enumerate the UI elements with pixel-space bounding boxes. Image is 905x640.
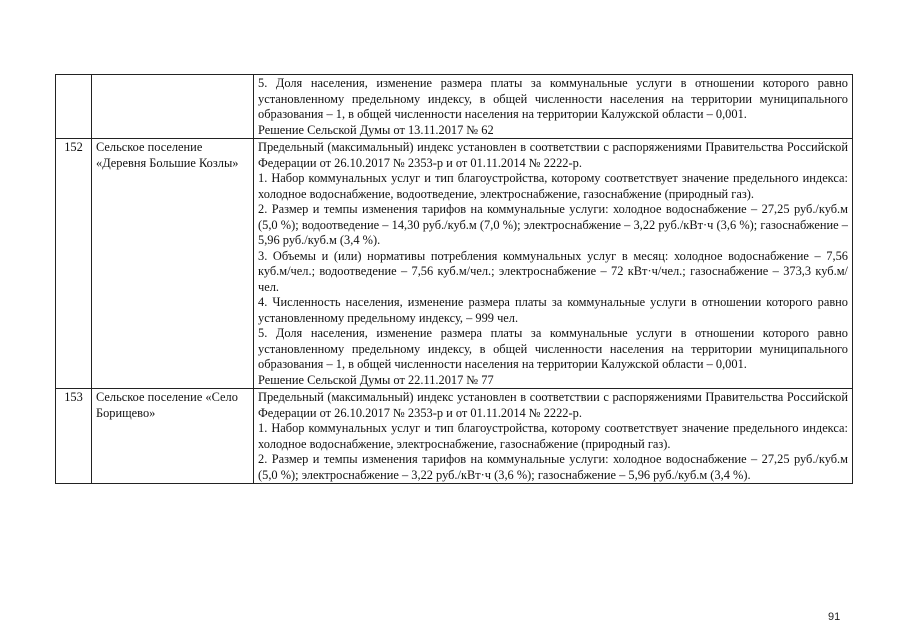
details-paragraph: 2. Размер и темпы изменения тарифов на коммунальные услуги: холодное водоснабжение – 27,25 руб./куб.м (5,0 %); электроснабжение – 3,22 руб./кВт·ч (3,6 %); газоснабжение – 5,96 руб./куб.м (3,4 %).	[258, 452, 848, 482]
settlement-name-cell: Сельское поселение «Деревня Большие Козлы»	[92, 139, 254, 389]
table-row	[56, 389, 853, 484]
settlement-name-cell	[92, 75, 254, 139]
page-number: 91	[828, 611, 841, 623]
index-details-cell	[254, 75, 853, 139]
settlement-name-cell: Сельское поселение «Село Борищево»	[92, 389, 254, 484]
document-table	[55, 74, 853, 484]
row-number-cell: 152	[56, 139, 92, 389]
details-paragraph: Предельный (максимальный) индекс установлен в соответствии с распоряжениями Правительства Российской Федерации от 26.10.2017 № 2353-р и от 01.11.2014 № 2222-р.	[258, 140, 848, 170]
index-details-cell	[254, 389, 853, 484]
index-details-cell	[254, 139, 853, 389]
details-paragraph: 4. Численность населения, изменение размера платы за коммунальные услуги в отношении которого равно установленному предельному индексу, – 999 чел.	[258, 295, 848, 325]
details-paragraph: 5. Доля населения, изменение размера платы за коммунальные услуги в отношении которого равно установленному предельному индексу, в общей численности населения на территории муниципального образования – 1, в общей численности населения на территории Калужской области – 0,001.	[258, 76, 848, 121]
row-number-cell: 153	[56, 389, 92, 484]
details-paragraph: 3. Объемы и (или) нормативы потребления коммунальных услуг в месяц: холодное водоснабжение – 7,56 куб.м/чел.; водоотведение – 7,56 куб.м/чел.; электроснабжение – 72 кВт·ч/чел.; газоснабжение – 373,3 куб.м/чел.	[258, 248, 848, 294]
row-number-cell	[56, 75, 92, 139]
details-paragraph: Решение Сельской Думы от 13.11.2017 № 62	[258, 122, 494, 137]
table-row	[56, 139, 853, 389]
document-table-body	[56, 75, 853, 484]
details-paragraph: 1. Набор коммунальных услуг и тип благоустройства, которому соответствует значение предельного индекса: холодное водоснабжение, водоотведение, электроснабжение, газоснабжение (природный газ).	[258, 171, 848, 201]
details-paragraph: Предельный (максимальный) индекс установлен в соответствии с распоряжениями Правительства Российской Федерации от 26.10.2017 № 2353-р и от 01.11.2014 № 2222-р.	[258, 390, 848, 420]
details-paragraph: Решение Сельской Думы от 22.11.2017 № 77	[258, 372, 494, 387]
details-paragraph: 5. Доля населения, изменение размера платы за коммунальные услуги в отношении которого равно установленному предельному индексу, в общей численности населения на территории муниципального образования – 1, в общей численности населения на территории Калужской области – 0,001.	[258, 326, 848, 371]
details-paragraph: 1. Набор коммунальных услуг и тип благоустройства, которому соответствует значение предельного индекса: холодное водоснабжение, электроснабжение, газоснабжение (природный газ).	[258, 421, 848, 451]
table-row	[56, 75, 853, 139]
details-paragraph: 2. Размер и темпы изменения тарифов на коммунальные услуги: холодное водоснабжение – 27,25 руб./куб.м (5,0 %); водоотведение – 14,30 руб./куб.м (7,0 %); электроснабжение – 3,22 руб./кВт·ч (3,6 %); газоснабжение – 5,96 руб./куб.м (3,4 %).	[258, 202, 848, 247]
